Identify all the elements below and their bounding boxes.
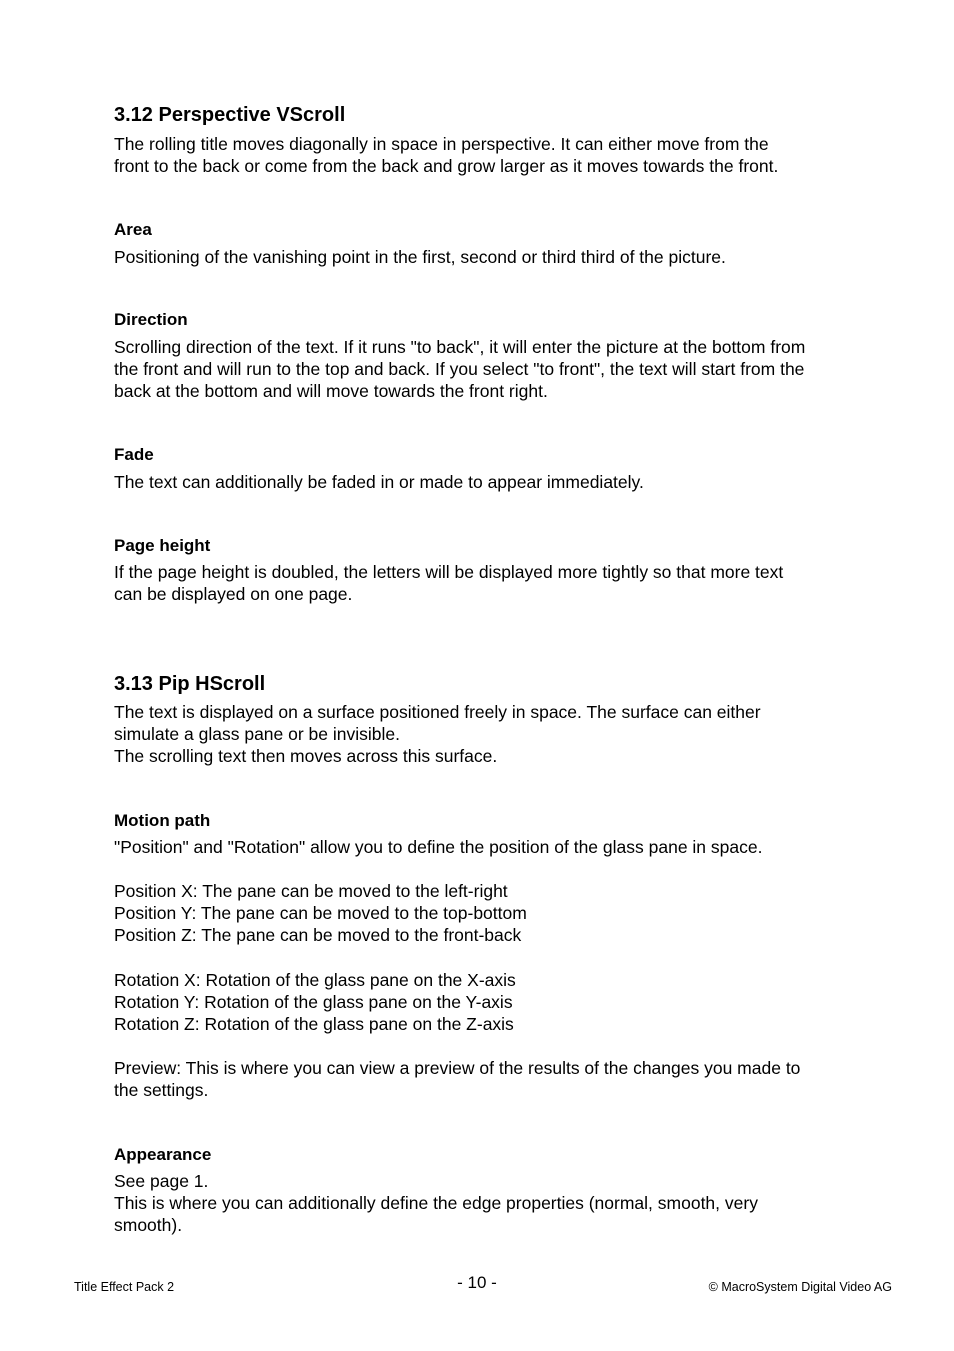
paragraph-line: can be displayed on one page. (114, 584, 353, 604)
paragraph-line: Position Z: The pane can be moved to the front-back (114, 925, 522, 945)
subsection-title: Page height (114, 536, 211, 555)
paragraph-line: Scrolling direction of the text. If it runs "to back", it will enter the picture at the bottom from (114, 337, 806, 357)
paragraph-line: Preview: This is where you can view a preview of the results of the changes you made to (114, 1058, 801, 1078)
section-heading: 3.13 Pip HScroll (114, 673, 266, 695)
paragraph-line: This is where you can additionally define the edge properties (normal, smooth, very (114, 1193, 758, 1213)
paragraph-line: back at the bottom and will move towards the front right. (114, 381, 548, 401)
paragraph-line: "Position" and "Rotation" allow you to define the position of the glass pane in space. (114, 837, 763, 857)
paragraph-line: Rotation Z: Rotation of the glass pane on the Z-axis (114, 1014, 514, 1034)
paragraph-line: Rotation Y: Rotation of the glass pane on the Y-axis (114, 992, 513, 1012)
paragraph-line: smooth). (114, 1215, 183, 1235)
section-intro-line: simulate a glass pane or be invisible. (114, 724, 400, 744)
paragraph-line: the front and will run to the top and back. If you select "to front", the text will start from the (114, 359, 805, 379)
subsection-title: Fade (114, 445, 154, 464)
paragraph-line: Positioning of the vanishing point in the first, second or third third of the picture. (114, 247, 726, 267)
subsection-title: Direction (114, 310, 188, 329)
section-heading: 3.12 Perspective VScroll (114, 104, 346, 126)
paragraph-line: Position X: The pane can be moved to the left-right (114, 881, 508, 901)
footer-copyright: © MacroSystem Digital Video AG (708, 1280, 892, 1294)
footer-page-number: - 10 - (457, 1273, 497, 1292)
paragraph-line: If the page height is doubled, the letters will be displayed more tightly so that more text (114, 562, 784, 582)
subsection-title: Motion path (114, 811, 211, 830)
section-intro-line: The scrolling text then moves across this surface. (114, 746, 498, 766)
paragraph-line: The text can additionally be faded in or made to appear immediately. (114, 472, 644, 492)
subsection-title: Area (114, 220, 152, 239)
paragraph-line: See page 1. (114, 1171, 209, 1191)
section-intro-line: The text is displayed on a surface positioned freely in space. The surface can either (114, 702, 761, 722)
footer-product-name: Title Effect Pack 2 (74, 1280, 175, 1294)
paragraph-line: Rotation X: Rotation of the glass pane on the X-axis (114, 970, 516, 990)
paragraph-line: Position Y: The pane can be moved to the top-bottom (114, 903, 527, 923)
subsection-title: Appearance (114, 1145, 212, 1164)
paragraph-line: the settings. (114, 1080, 209, 1100)
section-intro-line: The rolling title moves diagonally in space in perspective. It can either move from the (114, 134, 769, 154)
section-intro-line: front to the back or come from the back and grow larger as it moves towards the front. (114, 156, 779, 176)
